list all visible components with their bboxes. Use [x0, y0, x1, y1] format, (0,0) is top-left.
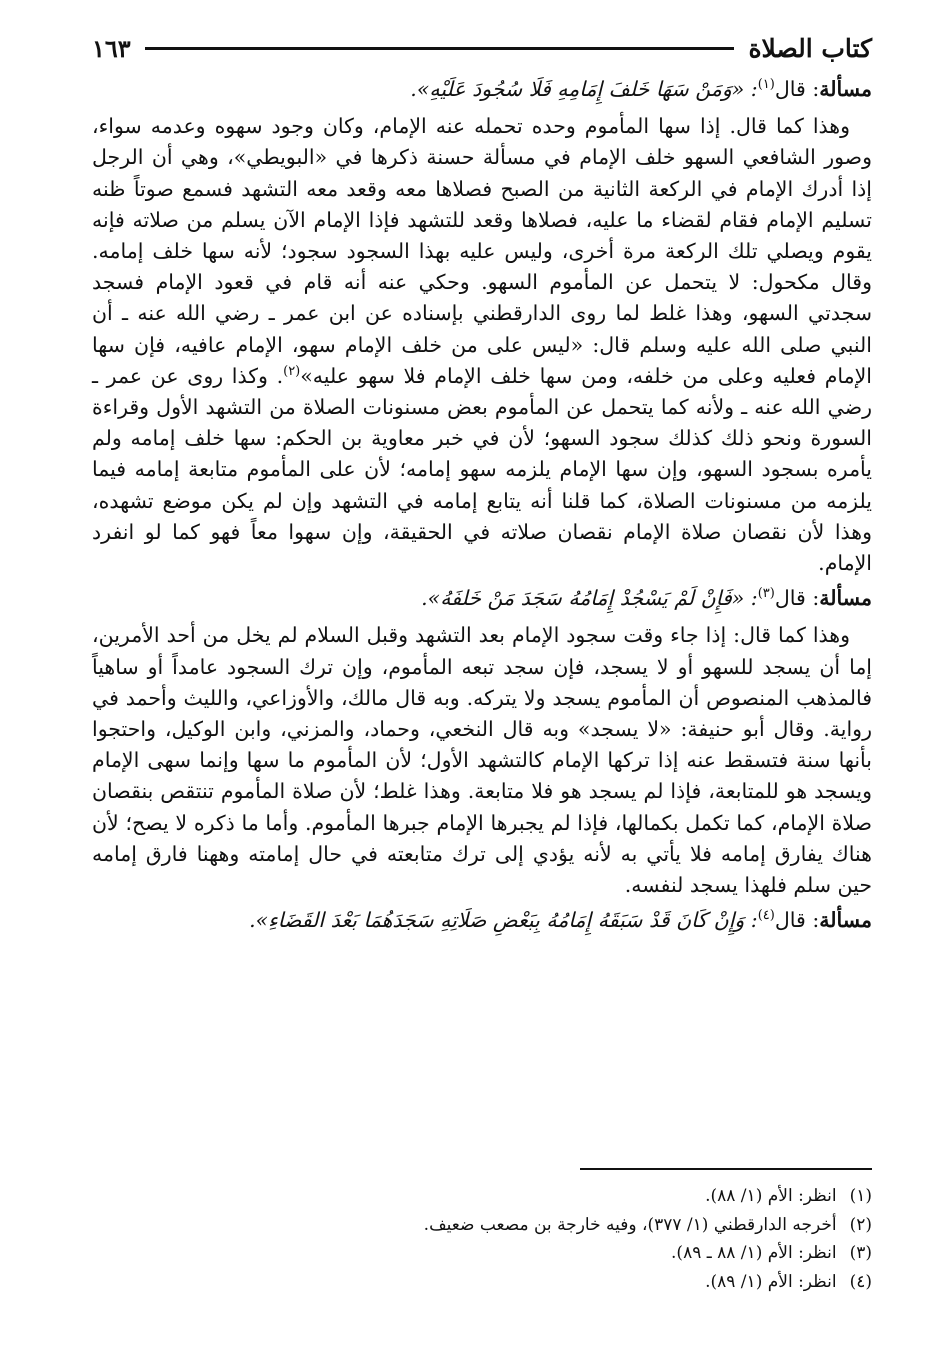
footnote-text: انظر: الأم (١/ ٨٩).: [705, 1271, 837, 1292]
main-text: [92, 70, 872, 942]
footnote-item: [92, 1211, 872, 1240]
footnote-number: (١): [849, 1186, 872, 1206]
masala-quote: : «فَإِنْ لَمْ يَسْجُدْ إِمَامُهُ سَجَدَ مَنْ خَلفَهُ».: [421, 586, 758, 611]
footnote-item: [92, 1239, 872, 1268]
footnote-item: [92, 1268, 872, 1297]
qala-text: : قال: [774, 586, 820, 611]
paragraph-text: . وكذا روى عن عمر ـ رضي الله عنه ـ ولأنه كما يتحمل عن المأموم بعض مسنونات الصلاة من التشهد الأول وقراءة السورة ونحو ذلك كذلك سجود السهو؛ لأن في خبر معاوية بن الحكم: سها خلف إمامه ولم يأمره بسجود السهو، وإن سها الإمام يلزمه سهو إمامه؛ لأن على المأموم متابعة إمامه فيما يلزمه من مسنونات الصلاة، كما قلنا أنه يتابع إمامه في التشهد وإن لم يكن موضع تشهده، وهذا لأن نقصان صلاة الإمام نقصان صلاته في الحقيقة، وإن سهوا معاً فهو كما لو انفرد الإمام.: [92, 363, 872, 576]
masala-label: مسألة: [819, 77, 872, 101]
footnote-ref: (٢): [283, 364, 301, 379]
footnote-text: أخرجه الدارقطني (١/ ٣٧٧)، وفيه خارجة بن مصعب ضعيف.: [423, 1214, 837, 1235]
qala-text: : قال: [774, 908, 820, 933]
footnote-divider: [580, 1168, 872, 1170]
masala-2: [92, 583, 872, 614]
masala-quote: : وَإِنْ كَانَ قَدْ سَبَقَهُ إِمَامُهُ بِبَعْضِ صَلَاتِهِ سَجَدَهُمَا بَعْدَ القَضَاءِ».: [249, 908, 758, 933]
masala-label: مسألة: [819, 586, 872, 611]
footnote-ref: (١): [757, 77, 775, 93]
footnote-text: انظر: الأم (١/ ٨٨).: [705, 1186, 837, 1206]
paragraph-text: وهذا كما قال. إذا سها المأموم وحده تحمله عنه الإمام، وكان وجود سهوه وعدمه سواء، وصور الشافعي السهو خلف الإمام في مسألة حسنة ذكرها في «البويطي»، وهي أن الرجل إذا أدرك الإمام في الركعة الثانية من الصبح فصلاها معه وقعد معه التشهد فسمع صوتاً ظنه تسليم الإمام فقام لقضاء ما عليه، فصلاها وقعد للتشهد فإذا الإمام الآن يسلم من صلاته فإنه يقوم ويصلي تلك الركعة مرة أخرى، وليس عليه بهذا السجود سجود؛ لأنه سها خلف إمامه. وقال مكحول: لا يتحمل عن المأموم السهو. وحكي عنه أنه قام في قعود الإمام فسجد سجدتي السهو، وهذا غلط لما روى الدارقطني بإسناده عن ابن عمر ـ رضي الله عنه ـ أن النبي صلى الله عليه وسلم قال: «ليس على من خلف الإمام سهو، الإمام عافيه، فإن سها الإمام فعليه وعلى من خلفه، ومن سها خلف الإمام فلا سهو عليه»: [92, 114, 873, 388]
footnotes: [92, 1182, 872, 1296]
footnote-number: (٣): [849, 1243, 872, 1263]
header-rule: [145, 47, 735, 50]
paragraph-2: [92, 620, 872, 901]
footnote-item: [92, 1182, 872, 1211]
masala-label: مسألة: [819, 908, 872, 933]
qala-text: : قال: [774, 77, 820, 101]
chapter-title: كتاب الصلاة: [748, 33, 872, 63]
masala-1: [92, 74, 872, 105]
paragraph-text: وهذا كما قال: إذا جاء وقت سجود الإمام بعد التشهد وقبل السلام لم يخل من أحد الأمرين، إما أن يسجد للسهو أو لا يسجد، فإن سجد تبعه المأموم، وإن ترك السجود عامداً أو ساهياً فالمذهب المنصوص أن المأموم يسجد ولا يتركه. وبه قال مالك، والأوزاعي، والليث وأحمد في رواية. وقال أبو حنيفة: «لا يسجد» وبه قال النخعي، وحماد، والمزني، وابن الوكيل، واحتجوا بأنها سنة فتسقط عنه إذا تركها الإمام كالتشهد الأول؛ لأن المأموم ما سها وإنما سهى الإمام ويسجد هو للمتابعة، فإذا لم يسجد هو فلا متابعة. وهذا غلط؛ لأن صلاة المأموم تنتقص بنقصان صلاة الإمام، كما تكمل بكمالها، فإذا لم يجبرها الإمام جبرها المأموم. وأما ما ذكره لا يصح؛ لأن هناك يفارق إمامه فلا يأتي به لأنه يؤدي إلى ترك متابعته في حال إمامته وههنا فارق إمامه حين سلم فلهذا يسجد لنفسه.: [92, 623, 872, 898]
footnote-text: انظر: الأم (١/ ٨٨ ـ ٨٩).: [671, 1243, 837, 1263]
masala-3: [92, 905, 872, 936]
footnote-number: (٢): [849, 1214, 872, 1235]
paragraph-1: [92, 111, 872, 579]
footnote-number: (٤): [849, 1271, 872, 1292]
footnote-ref: (٣): [757, 586, 775, 602]
page-number: ١٦٣: [92, 33, 131, 63]
footnote-ref: (٤): [757, 908, 775, 924]
page-header: [92, 28, 872, 68]
masala-quote: : «وَمَنْ سَهَا خَلفَ إِمَامِهِ فَلَا سُجُودَ عَلَيْهِ».: [410, 77, 758, 101]
